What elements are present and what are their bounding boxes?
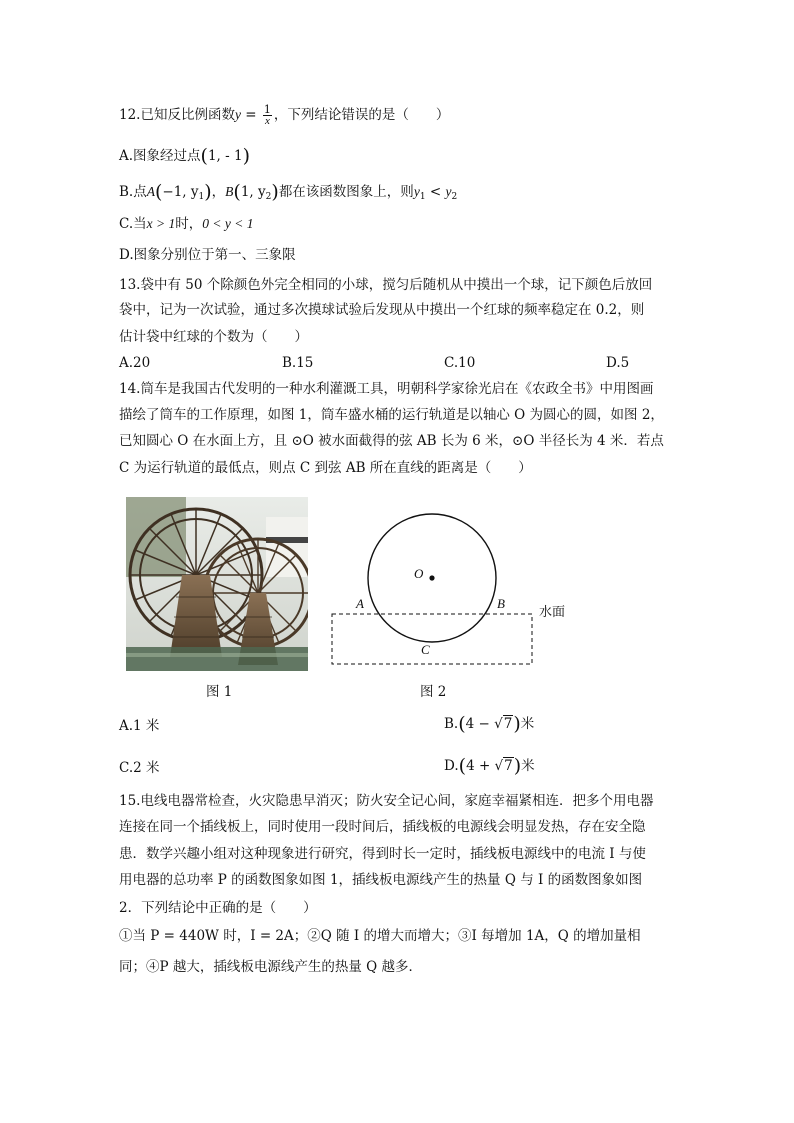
q15-line-6: ①当 P = 440W 时，I = 2A；②Q 随 I 的增大而增大；③I 每增加 1A，Q 的增加量相 (119, 928, 641, 944)
q12-option-b-sep: ， (211, 184, 226, 200)
q15-line-3: 患．数学兴趣小组对这种现象进行研究，得到时长一定时，插线板电源线中的电流 I 与使 (119, 846, 646, 862)
q12-option-c-cond: x > 1 (146, 216, 176, 231)
q12-point-b-coord: 1, y (240, 184, 266, 200)
q15-line-2: 连接在同一个插线板上，同时使用一段时间后，插线板的电源线会明显发热，存在安全隐 (119, 819, 646, 835)
q14-line-3: 已知圆心 O 在水面上方，且 ⊙O 被水面截得的弦 AB 长为 6 米，⊙O 半径长为 4 米．若点 (119, 433, 664, 449)
figure-2-caption: 图 2 (420, 684, 447, 700)
q14-option-d-letter: D. (444, 758, 459, 774)
q12-fraction-num: 1 (263, 103, 271, 116)
label-water-surface: 水面 (539, 605, 566, 620)
q12-option-c (119, 215, 253, 233)
q12-option-c-text: C.当 (119, 216, 147, 232)
q12-stem (119, 104, 449, 127)
q12-option-d: D.图象分别位于第一、三象限 (119, 247, 296, 263)
q14-option-d: D.(4 + √7)米 (444, 755, 535, 777)
label-b: B (497, 596, 505, 611)
q13-line-3: 估计袋中红球的个数为（ ） (119, 329, 308, 345)
q14-option-b-letter: B. (444, 716, 459, 732)
waterwheel-photo (126, 497, 308, 671)
q15-line-4: 用电器的总功率 P 的函数图象如图 1，插线板电源线产生的热量 Q 与 I 的函数图象如图 (119, 872, 643, 888)
q14-option-d-term: 4 + (466, 758, 495, 774)
q12-y2-sub: 2 (451, 192, 458, 202)
q12-stem-end: ，下列结论错误的是（ ） (273, 107, 450, 123)
q12-y2: y (445, 184, 452, 199)
q12-option-a: A.图象经过点(1, - 1) (119, 145, 251, 167)
q12-option-a-text: A.图象经过点 (119, 148, 201, 164)
q14-line-1: 14.筒车是我国古代发明的一种水利灌溉工具，明朝科学家徐光启在《农政全书》中用图画 (119, 381, 654, 397)
q13-line-1: 13.袋中有 50 个除颜色外完全相同的小球，搅匀后随机从中摸出一个球，记下颜色后放回 (119, 277, 653, 293)
q12-fn-var: y (234, 107, 241, 122)
q13-option-c: C.10 (444, 355, 476, 371)
center-point (429, 575, 434, 580)
q14-option-d-sqrt: √7 (494, 758, 513, 774)
q12-point-a-label: A (146, 184, 155, 199)
q12-lt: < (425, 184, 446, 200)
label-a: A (356, 596, 364, 611)
q14-line-2: 描绘了筒车的工作原理，如图 1，筒车盛水桶的运行轨道是以轴心 O 为圆心的圆，如图 2， (119, 407, 664, 423)
q14-option-a: A.1 米 (119, 718, 160, 734)
q14-option-d-radicand: 7 (504, 758, 513, 774)
q15-line-7: 同；④P 越大，插线板电源线产生的热量 Q 越多． (119, 959, 423, 975)
q13-line-2: 袋中，记为一次试验，通过多次摸球试验后发现从中摸出一个红球的频率稳定在 0.2，则 (119, 302, 645, 318)
q12-y1-sub: 1 (419, 192, 426, 202)
q12-stem-text: 12.已知反比例函数 (119, 107, 235, 123)
q14-line-4: C 为运行轨道的最低点，则点 C 到弦 AB 所在直线的距离是（ ） (119, 460, 532, 476)
q12-y1: y (413, 184, 420, 199)
label-c: C (421, 642, 430, 657)
q12-point-b-label: B (225, 184, 234, 199)
q12-point-b-sub: 2 (265, 192, 272, 202)
q12-fn-eq: = (240, 107, 261, 123)
q14-option-b-unit: 米 (520, 716, 535, 732)
q12-option-c-result: 0 < y < 1 (202, 216, 254, 231)
q12-option-b-text: B.点 (119, 184, 147, 200)
q12-option-b: B.点A(−1, $y_1$)，B(1, $y_2$)都在该函数图象上，则$y_1 < y_2$ (119, 181, 458, 203)
circle-diagram (326, 508, 576, 673)
q15-line-1: 15.电线电器常检查，火灾隐患早消灭；防火安全记心间，家庭幸福紧相连．把多个用电器 (119, 793, 654, 809)
q12-point-a-sub: 1 (198, 192, 205, 202)
q12-option-a-point: 1, - 1 (207, 148, 243, 164)
q12-point-a-coord: −1, y (162, 184, 199, 200)
q12-fraction (263, 104, 272, 127)
q13-option-a: A.20 (119, 355, 151, 371)
q14-option-c: C.2 米 (119, 760, 160, 776)
q14-option-b-sqrt: √7 (494, 716, 513, 732)
figure-1-caption: 图 1 (206, 684, 233, 700)
q14-option-b-term: 4 − (465, 716, 495, 732)
label-o: O (414, 566, 424, 581)
q14-option-b: B.(4 − √7)米 (444, 713, 535, 735)
q14-option-d-unit: 米 (521, 758, 535, 774)
q15-line-5: 2．下列结论中正确的是（ ） (119, 900, 317, 916)
q13-option-b: B.15 (282, 355, 314, 371)
water-rect (332, 614, 532, 664)
q13-option-d: D.5 (606, 355, 630, 371)
q12-option-c-mid: 时， (175, 216, 203, 232)
q12-option-b-end: 都在该函数图象上，则 (278, 184, 414, 200)
q12-fraction-den: x (264, 115, 270, 127)
q14-option-b-radicand: 7 (503, 716, 513, 732)
